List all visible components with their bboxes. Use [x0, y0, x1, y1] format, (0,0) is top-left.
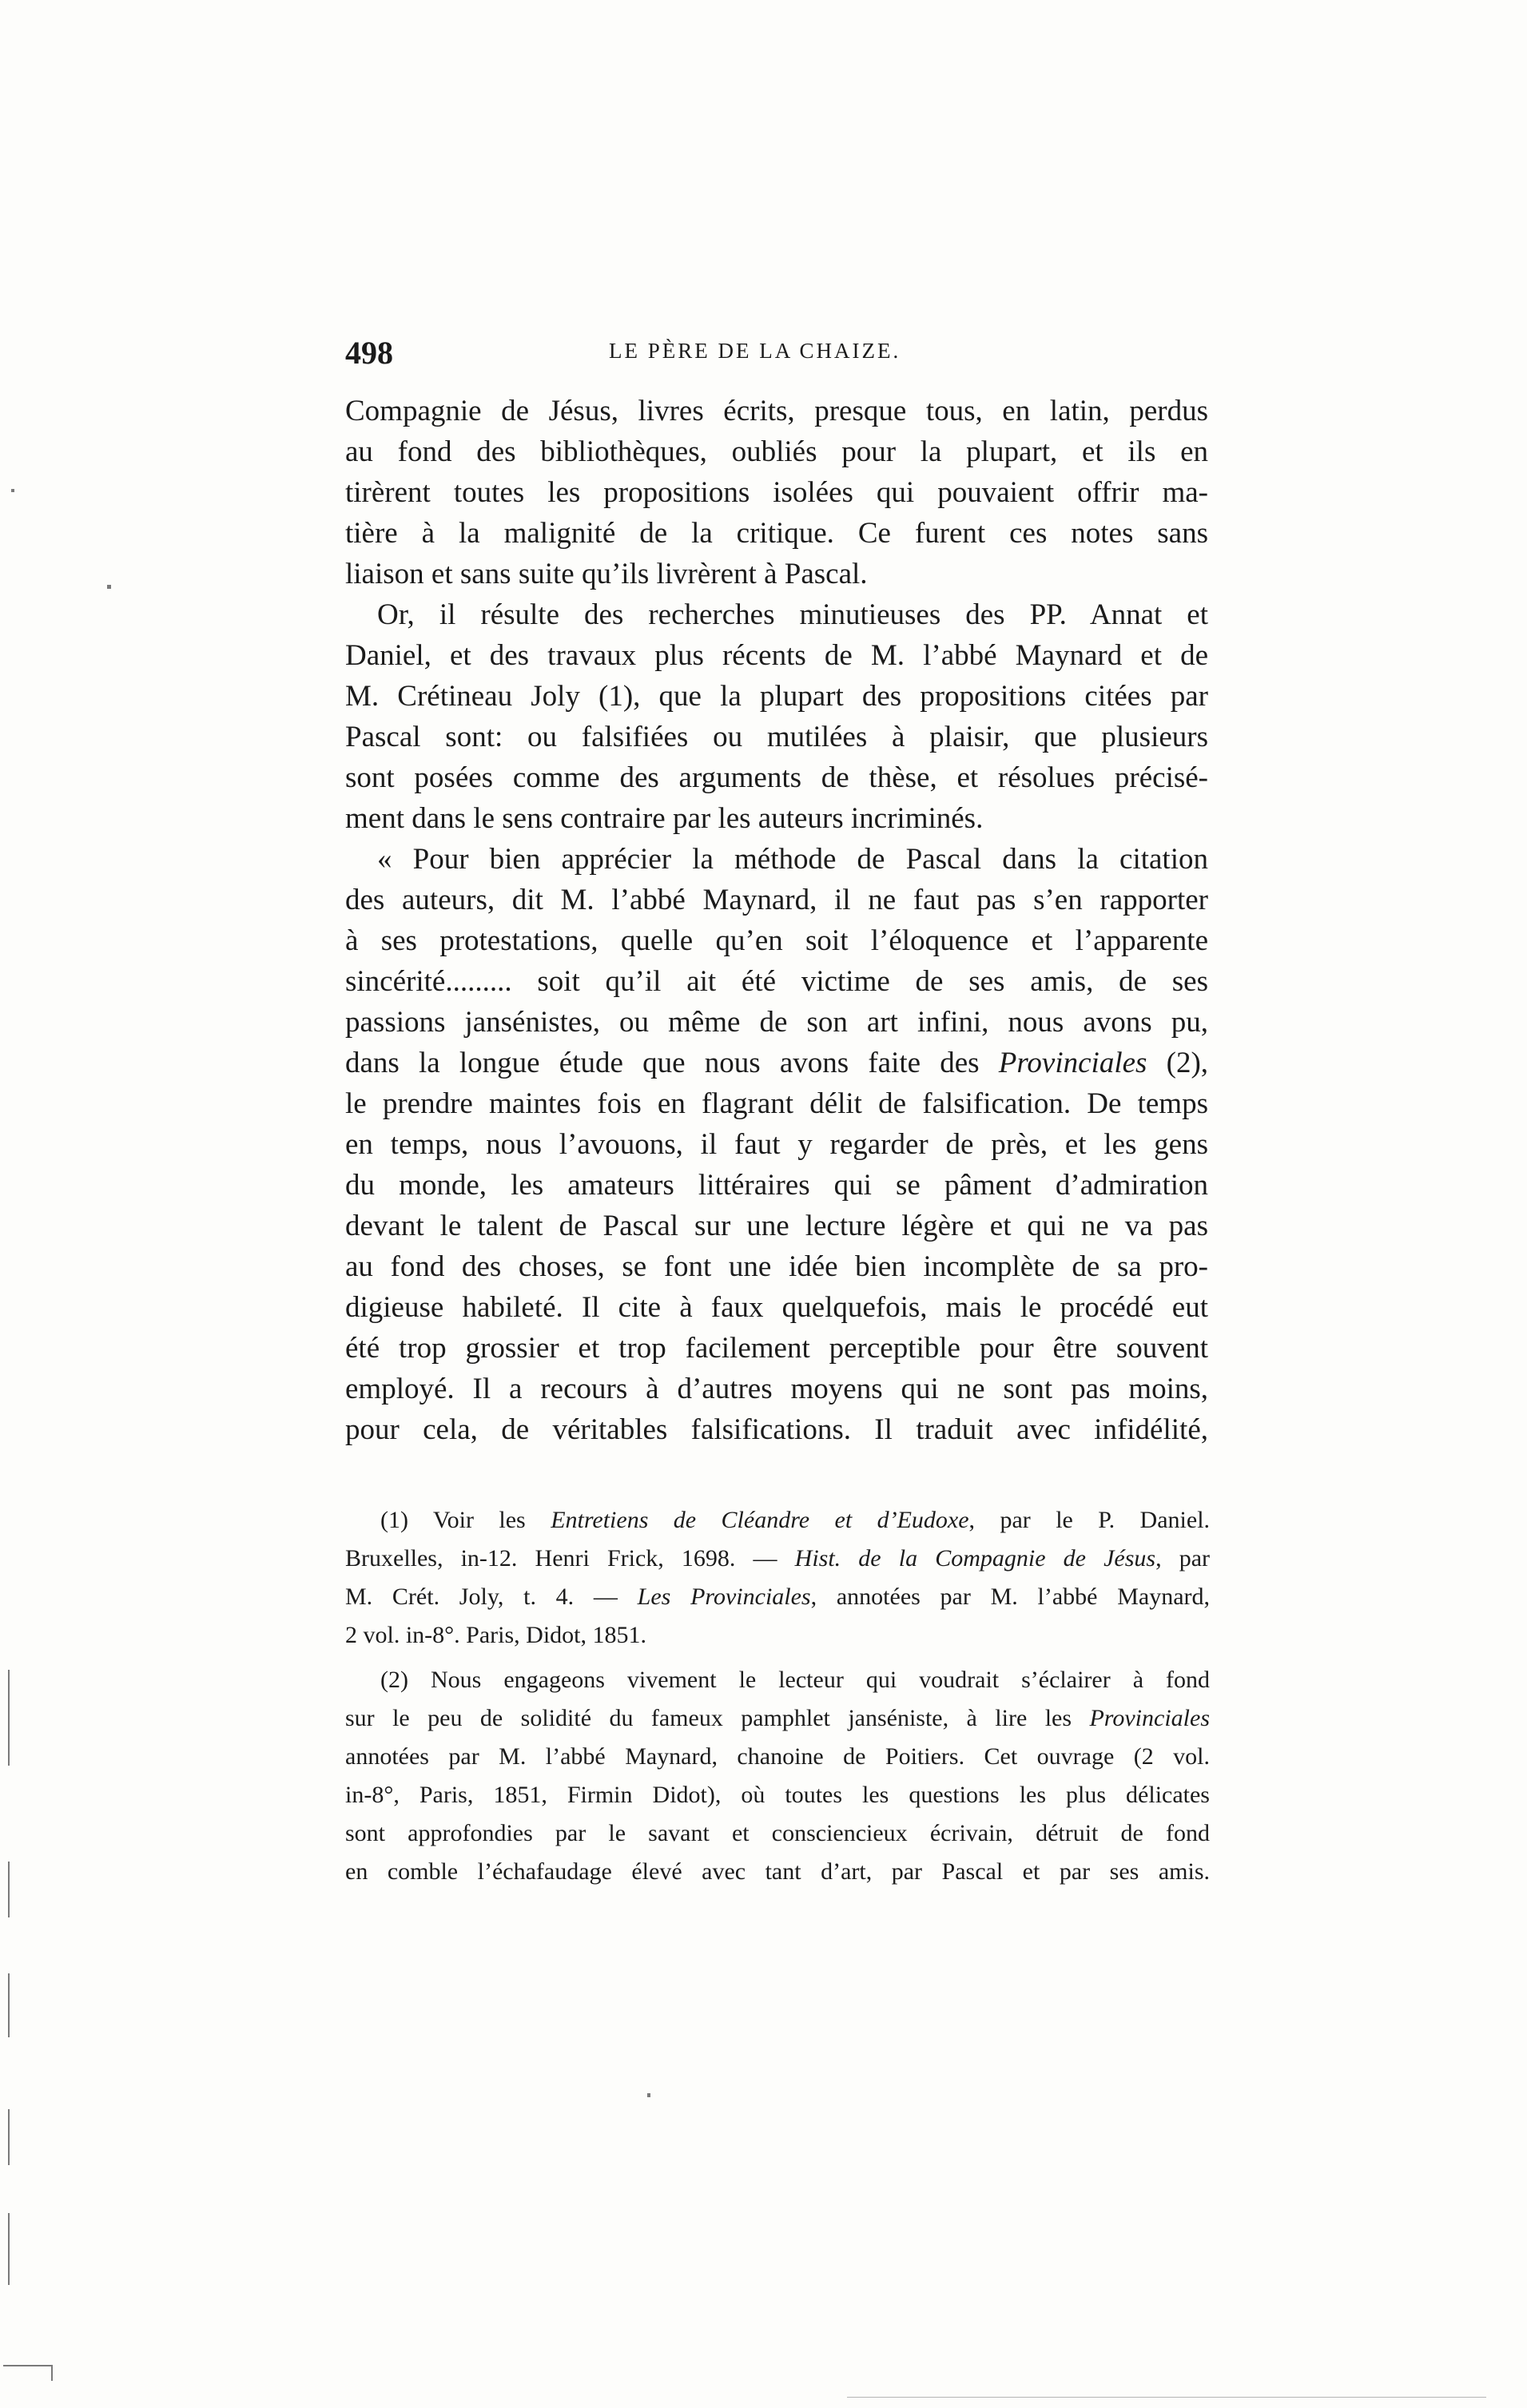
footnote-line: 2 vol. in-8°. Paris, Didot, 1851. [345, 1622, 646, 1648]
margin-line [8, 1973, 10, 2037]
text-line: du monde, les amateurs littéraires qui se pâment d’admiration [345, 1169, 1208, 1202]
text-line: au fond des bibliothèques, oubliés pour la plupart, et ils en [345, 435, 1208, 468]
margin-line [8, 1862, 10, 1917]
footnote-line: sont approfondies par le savant et consciencieux écrivain, détruit de fond [345, 1820, 1210, 1846]
footnote-line [345, 1547, 1210, 1571]
text-line: tière à la malignité de la critique. Ce furent ces notes sans [345, 517, 1208, 550]
text-line: Pascal sont: ou falsifiées ou mutilées à plaisir, que plusieurs [345, 721, 1208, 753]
scan-speck [107, 585, 111, 589]
footnote-line: (2) Nous engageons vivement le lecteur qui voudrait s’éclairer à fond [380, 1667, 1210, 1693]
bottom-rule [847, 2397, 1486, 2398]
italic-title: Provinciales [998, 1047, 1147, 1079]
text-line: été trop grossier et trop facilement perceptible pour être souvent [345, 1332, 1208, 1365]
scan-speck [11, 489, 14, 492]
text-span: , annotées par M. l’abbé Maynard, [810, 1583, 1210, 1610]
italic-title: Provinciales [1089, 1705, 1210, 1731]
text-span: , par [1155, 1545, 1211, 1572]
text-line: à ses protestations, quelle qu’en soit l’éloquence et l’apparente [345, 924, 1208, 957]
text-line: des auteurs, dit M. l’abbé Maynard, il ne faut pas s’en rapporter [345, 884, 1208, 916]
running-title: LE PÈRE DE LA CHAIZE. [609, 339, 901, 363]
text-line: au fond des choses, se font une idée bien incomplète de sa pro- [345, 1250, 1208, 1283]
text-line: tirèrent toutes les propositions isolées qui pouvaient offrir ma- [345, 476, 1208, 509]
margin-line [8, 2213, 10, 2285]
footnote-ref: (2), [1166, 1047, 1209, 1079]
margin-line [3, 2365, 51, 2366]
footnote-line [345, 1585, 1210, 1609]
footnote-line [345, 1707, 1210, 1731]
text-span: sur le peu de solidité du fameux pamphlet janséniste, à lire les [345, 1705, 1072, 1731]
text-line: en temps, nous l’avouons, il faut y regarder de près, et les gens [345, 1128, 1208, 1161]
text-line: liaison et sans suite qu’ils livrèrent à Pascal. [345, 558, 868, 590]
text-line: passions jansénistes, ou même de son art infini, nous avons pu, [345, 1006, 1208, 1039]
text-line: Daniel, et des travaux plus récents de M. l’abbé Maynard et de [345, 639, 1208, 672]
text-span: dans la longue étude que nous avons faite des [345, 1047, 980, 1079]
text-line: sincérité......... soit qu’il ait été victime de ses amis, de ses [345, 965, 1208, 998]
margin-line [8, 2109, 10, 2165]
text-line: Or, il résulte des recherches minutieuses des PP. Annat et [377, 598, 1208, 631]
text-line: ment dans le sens contraire par les auteurs incriminés. [345, 802, 984, 835]
text-line: M. Crétineau Joly (1), que la plupart des propositions citées par [345, 680, 1208, 713]
text-line: employé. Il a recours à d’autres moyens qui ne sont pas moins, [345, 1373, 1208, 1405]
footnote-line [380, 1508, 1210, 1532]
text-line: Compagnie de Jésus, livres écrits, presque tous, en latin, perdus [345, 395, 1208, 427]
margin-line [8, 1670, 10, 1766]
footnote-line: in-8°, Paris, 1851, Firmin Didot), où toutes les questions les plus délicates [345, 1782, 1210, 1808]
text-line: pour cela, de véritables falsifications. Il traduit avec infidélité, [345, 1413, 1208, 1446]
text-line: le prendre maintes fois en flagrant délit de falsification. De temps [345, 1087, 1208, 1120]
italic-title: Entretiens de Cléandre et d’Eudoxe [551, 1507, 969, 1533]
text-line: digieuse habileté. Il cite à faux quelquefois, mais le procédé eut [345, 1291, 1208, 1324]
running-head [345, 334, 1208, 379]
text-line: sont posées comme des arguments de thèse, et résolues précisé- [345, 761, 1208, 794]
scan-speck [647, 2093, 650, 2097]
text-span: (1) Voir les [380, 1507, 526, 1533]
text-line: « Pour bien apprécier la méthode de Pascal dans la citation [377, 843, 1208, 876]
footnote-line: en comble l’échafaudage élevé avec tant d’art, par Pascal et par ses amis. [345, 1858, 1210, 1885]
margin-line [51, 2365, 53, 2381]
text-line [345, 1048, 1208, 1078]
text-span: Bruxelles, in-12. Henri Frick, 1698. — [345, 1545, 777, 1572]
page-number: 498 [345, 335, 393, 371]
footnote-line: annotées par M. l’abbé Maynard, chanoine de Poitiers. Cet ouvrage (2 vol. [345, 1743, 1210, 1770]
italic-title: Les Provinciales [637, 1583, 811, 1610]
text-span: M. Crét. Joly, t. 4. — [345, 1583, 618, 1610]
text-span: , par le P. Daniel. [968, 1507, 1211, 1533]
text-line: devant le talent de Pascal sur une lecture légère et qui ne va pas [345, 1210, 1208, 1242]
italic-title: Hist. de la Compagnie de Jésus [794, 1545, 1156, 1572]
